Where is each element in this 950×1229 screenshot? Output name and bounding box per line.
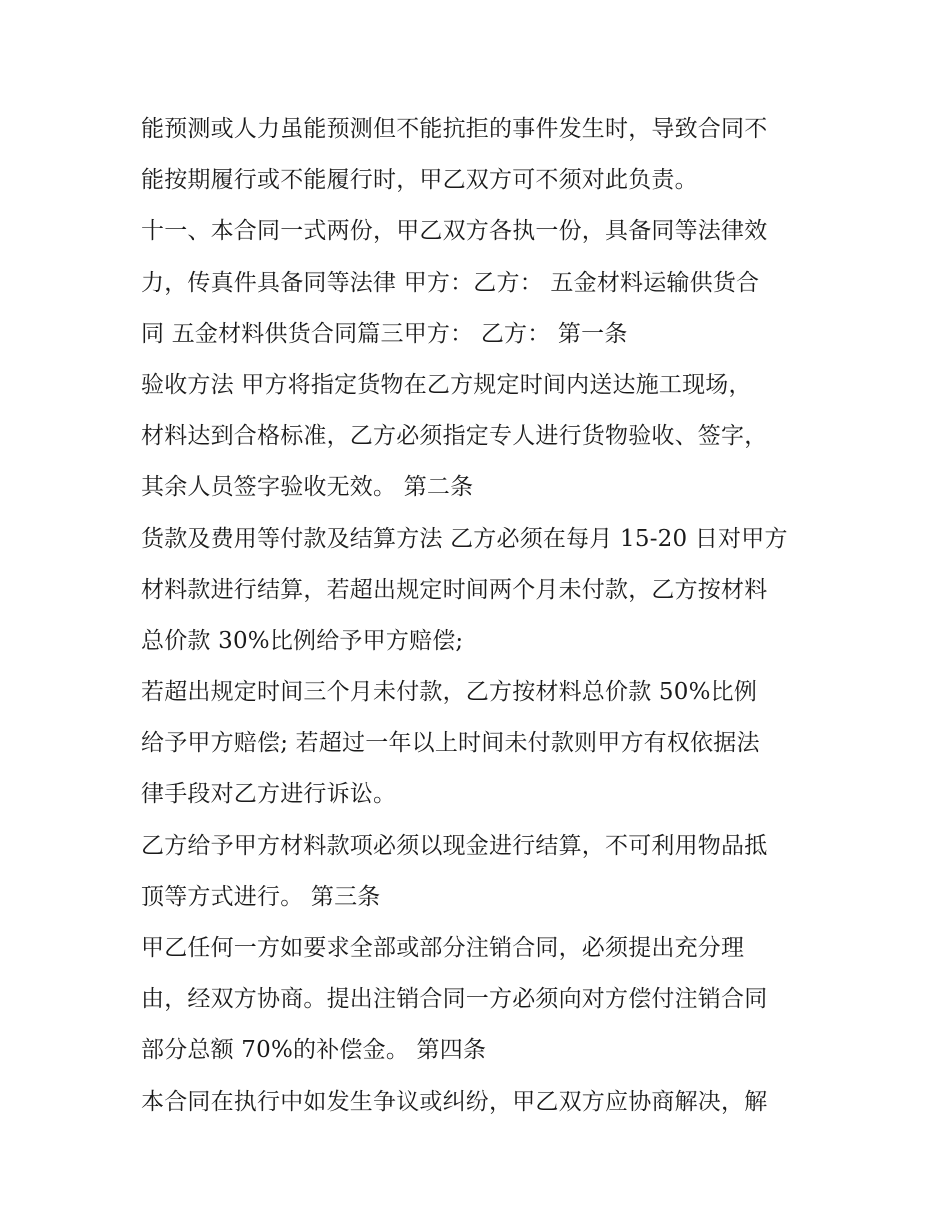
text-line: 十一、本合同一式两份，甲乙双方各执一份，具备同等法律效 bbox=[141, 218, 768, 245]
text-line: 乙方给予甲方材料款项必须以现金进行结算，不可利用物品抵 bbox=[141, 832, 768, 859]
text-line: 同 五金材料供货合同篇三甲方： 乙方： 第一条 bbox=[141, 320, 628, 347]
text-line: 本合同在执行中如发生争议或纠纷，甲乙双方应协商解决，解 bbox=[141, 1088, 768, 1115]
text-line: 由，经双方协商。提出注销合同一方必须向对方偿付注销合同 bbox=[141, 986, 768, 1013]
contract-text bbox=[141, 104, 821, 1128]
text-line: 验收方法 甲方将指定货物在乙方规定时间内送达施工现场， bbox=[141, 371, 752, 398]
text-line: 材料达到合格标准，乙方必须指定专人进行货物验收、签字， bbox=[141, 423, 768, 450]
text-line: 总价款 30%比例给予甲方赔偿; bbox=[141, 627, 464, 654]
text-line: 律手段对乙方进行诉讼。 bbox=[141, 781, 397, 808]
text-line: 若超出规定时间三个月未付款，乙方按材料总价款 50%比例 bbox=[141, 679, 758, 706]
text-line: 其余人员签字验收无效。 第二条 bbox=[141, 474, 474, 501]
text-line: 甲乙任何一方如要求全部或部分注销合同，必须提出充分理 bbox=[141, 935, 745, 961]
text-line: 部分总额 70%的补偿金。 第四条 bbox=[141, 1037, 487, 1064]
text-line: 能按期履行或不能履行时，甲乙双方可不须对此负责。 bbox=[141, 167, 698, 194]
text-line: 货款及费用等付款及结算方法 乙方必须在每月 15-20 日对甲方 bbox=[141, 525, 788, 552]
text-line: 材料款进行结算，若超出规定时间两个月未付款，乙方按材料 bbox=[141, 576, 768, 603]
text-line: 给予甲方赔偿; 若超过一年以上时间未付款则甲方有权依据法 bbox=[141, 730, 760, 757]
text-line: 顶等方式进行。 第三条 bbox=[141, 883, 381, 910]
text-line: 能预测或人力虽能预测但不能抗拒的事件发生时，导致合同不 bbox=[141, 116, 768, 142]
text-line: 力，传真件具备同等法律 甲方：乙方： 五金材料运输供货合 bbox=[141, 269, 760, 296]
